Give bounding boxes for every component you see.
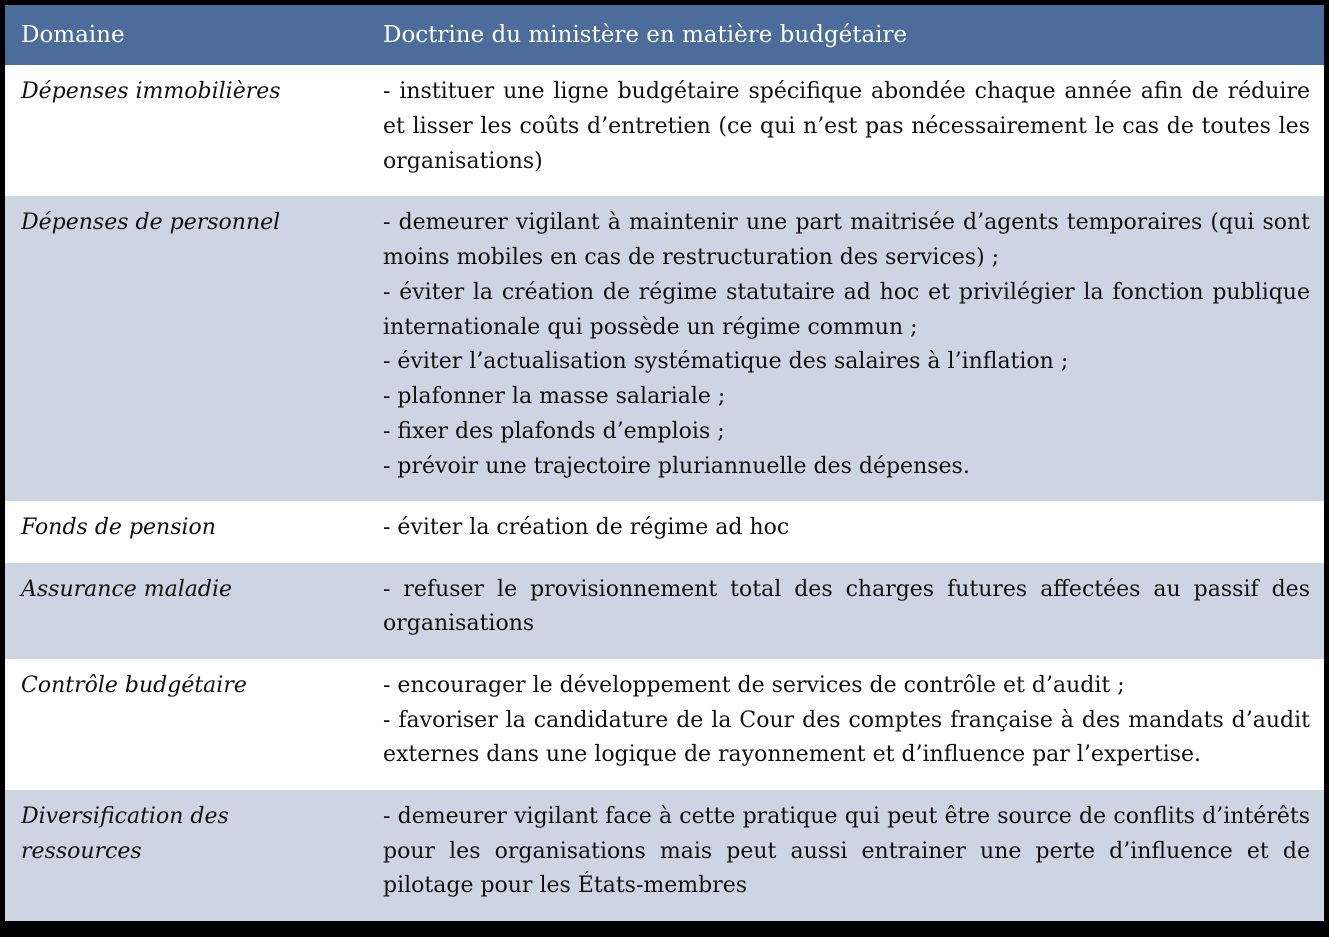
domaine-cell: Dépenses immobilières	[21, 79, 281, 105]
table-row	[5, 65, 1324, 196]
domaine-cell: Fonds de pension	[21, 515, 216, 541]
doctrine-paragraph: - éviter la création de régime statutaire ad hoc et privilégier la fonction publique internationale qui possède un régime commun ;	[383, 279, 1310, 340]
doctrine-paragraph: - instituer une ligne budgétaire spécifique abondée chaque année afin de réduire et lisser les coûts d’entretien (ce qui n’est pas nécessairement le cas de toutes les organisations)	[383, 79, 1310, 174]
doctrine-paragraph: - éviter la création de régime ad hoc	[383, 515, 790, 541]
budget-doctrine-table	[5, 5, 1324, 921]
doctrine-cell	[367, 196, 1324, 501]
table-row	[5, 563, 1324, 659]
doctrine-paragraph: - fixer des plafonds d’emplois ;	[383, 418, 725, 444]
doctrine-paragraph: - plafonner la masse salariale ;	[383, 384, 726, 410]
domaine-cell: Dépenses de personnel	[21, 210, 281, 236]
doctrine-cell	[367, 659, 1324, 790]
table-row	[5, 196, 1324, 501]
doctrine-paragraph: - refuser le provisionnement total des charges futures affectées au passif des organisations	[383, 576, 1310, 637]
header-cell-doctrine: Doctrine du ministère en matière budgétaire	[383, 22, 908, 48]
doctrine-paragraph: - prévoir une trajectoire pluriannuelle des dépenses.	[383, 453, 970, 479]
doctrine-paragraph: - demeurer vigilant à maintenir une part maitrisée d’agents temporaires (qui sont moins mobiles en cas de restructuration des services) ;	[383, 210, 1310, 271]
table-body	[5, 65, 1324, 921]
table-header-row	[5, 5, 1324, 65]
doctrine-cell	[367, 790, 1324, 921]
doctrine-cell	[367, 563, 1324, 659]
doctrine-paragraph: - demeurer vigilant face à cette pratique qui peut être source de conflits d’intérêts pour les organisations mais peut aussi entrainer une perte d’influence et de pilotage pour les États-membres	[383, 803, 1310, 899]
domaine-cell: Diversification des ressources	[21, 803, 229, 864]
doctrine-paragraph: - encourager le développement de services de contrôle et d’audit ;	[383, 672, 1125, 698]
table-row	[5, 659, 1324, 790]
doctrine-paragraph: - favoriser la candidature de la Cour des comptes française à des mandats d’audit externes dans une logique de rayonnement et d’influence par l’expertise.	[383, 707, 1310, 768]
table-row	[5, 501, 1324, 563]
table-row	[5, 790, 1324, 921]
doctrine-cell	[367, 65, 1324, 196]
header-cell-domaine: Domaine	[21, 22, 125, 48]
doctrine-paragraph: - éviter l’actualisation systématique des salaires à l’inflation ;	[383, 349, 1069, 375]
domaine-cell: Assurance maladie	[21, 576, 233, 602]
doctrine-cell	[367, 501, 1324, 563]
domaine-cell: Contrôle budgétaire	[21, 672, 247, 698]
